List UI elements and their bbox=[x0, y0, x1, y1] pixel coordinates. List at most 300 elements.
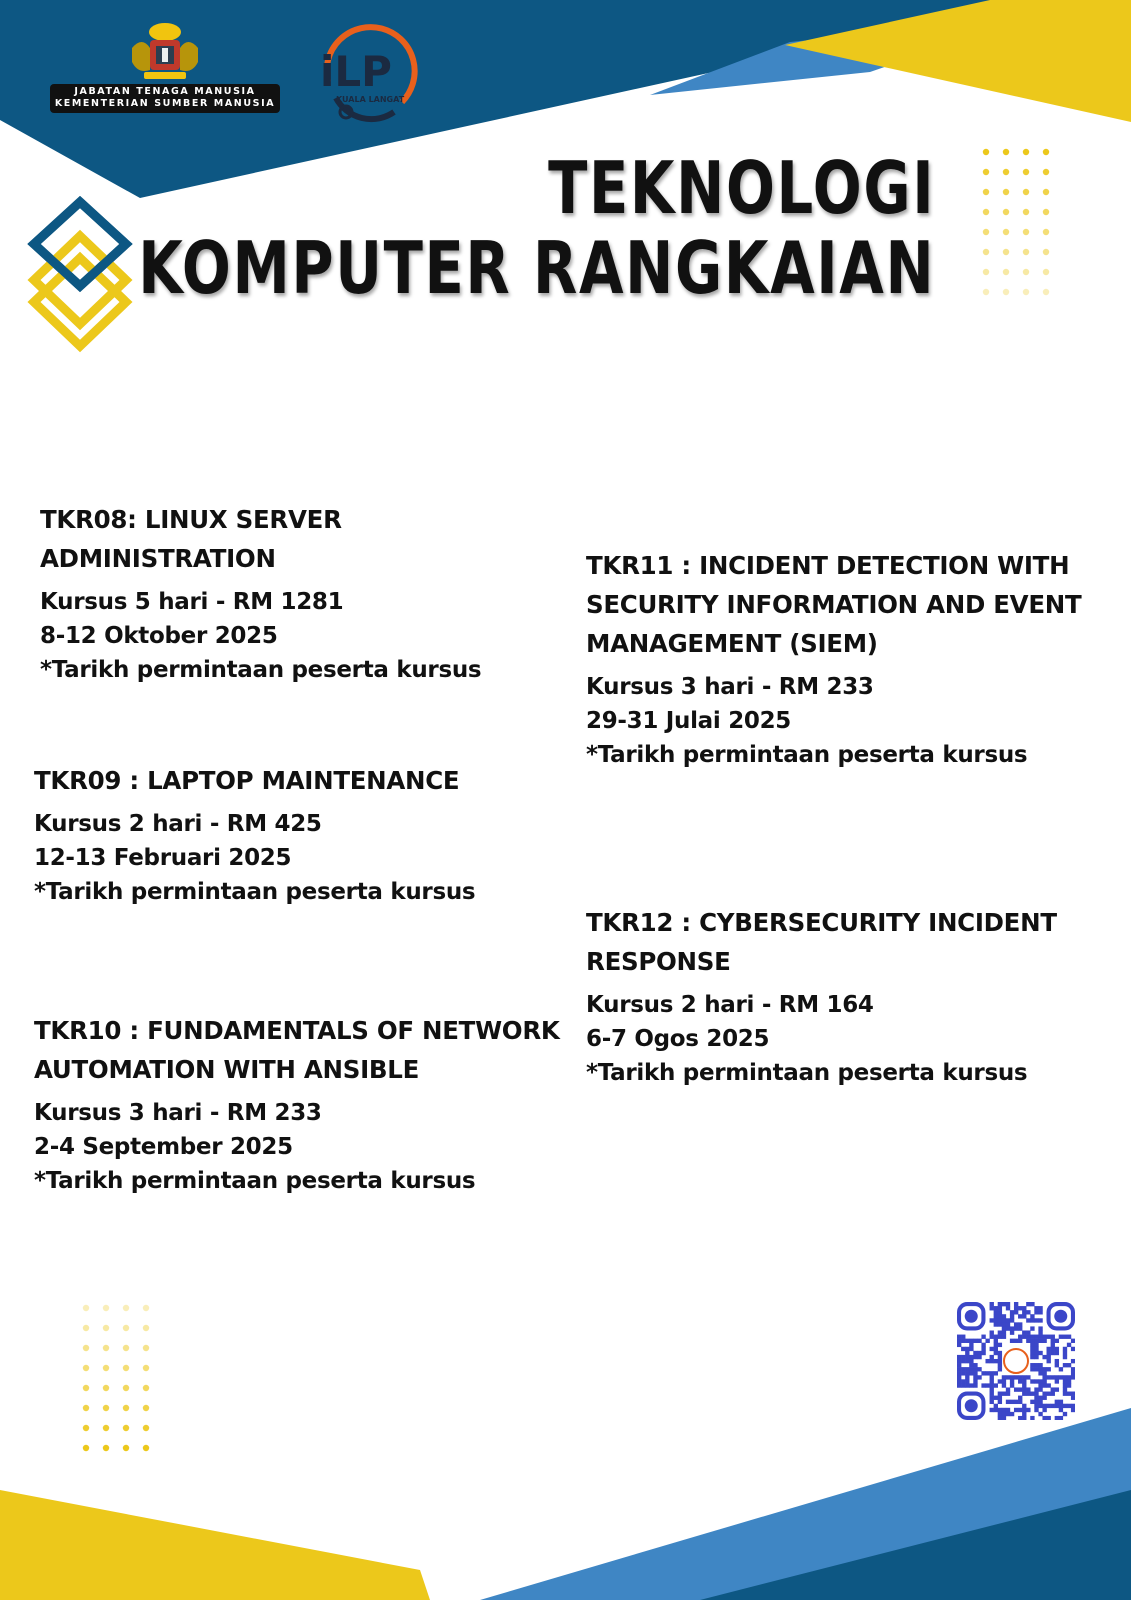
qr-module bbox=[957, 1355, 961, 1359]
qr-module bbox=[981, 1351, 985, 1355]
qr-module bbox=[969, 1339, 973, 1343]
decorative-dot bbox=[123, 1445, 129, 1451]
agency-name-label bbox=[50, 84, 280, 113]
qr-module bbox=[1034, 1392, 1038, 1396]
decorative-dot bbox=[83, 1305, 89, 1311]
decorative-dot bbox=[83, 1325, 89, 1331]
qr-module bbox=[973, 1379, 977, 1383]
qr-module bbox=[1038, 1371, 1042, 1375]
qr-module bbox=[1034, 1387, 1038, 1391]
decorative-dot bbox=[143, 1425, 149, 1431]
qr-module bbox=[1038, 1400, 1042, 1404]
decorative-dot bbox=[983, 289, 989, 295]
decorative-dot bbox=[143, 1405, 149, 1411]
qr-module bbox=[1018, 1326, 1022, 1330]
course-title-line: TKR12 : CYBERSECURITY INCIDENT bbox=[586, 908, 1057, 937]
qr-module bbox=[1034, 1363, 1038, 1367]
qr-module bbox=[1034, 1335, 1038, 1339]
qr-module bbox=[1034, 1306, 1038, 1310]
qr-finder-center bbox=[965, 1399, 978, 1412]
decorative-dot bbox=[1023, 269, 1029, 275]
qr-module bbox=[1038, 1367, 1042, 1371]
qr-module bbox=[1002, 1408, 1006, 1412]
qr-module bbox=[1038, 1404, 1042, 1408]
qr-module bbox=[973, 1351, 977, 1355]
qr-module bbox=[1022, 1416, 1026, 1420]
decorative-dot bbox=[983, 249, 989, 255]
course-tkr09 bbox=[34, 761, 475, 909]
course-details bbox=[40, 585, 481, 687]
decorative-dot bbox=[1043, 249, 1049, 255]
qr-module bbox=[1055, 1416, 1059, 1420]
qr-module bbox=[1055, 1351, 1059, 1355]
qr-module bbox=[1047, 1367, 1051, 1371]
decorative-dot bbox=[1043, 289, 1049, 295]
decorative-dot bbox=[1003, 209, 1009, 215]
qr-module bbox=[990, 1379, 994, 1383]
qr-module bbox=[985, 1383, 989, 1387]
qr-module bbox=[1047, 1359, 1051, 1363]
qr-module bbox=[994, 1322, 998, 1326]
qr-code[interactable] bbox=[957, 1302, 1075, 1420]
course-title bbox=[34, 1011, 560, 1089]
qr-module bbox=[961, 1367, 965, 1371]
qr-module bbox=[1026, 1318, 1030, 1322]
qr-module bbox=[998, 1367, 1002, 1371]
qr-module bbox=[994, 1383, 998, 1387]
course-title bbox=[586, 903, 1057, 981]
qr-module bbox=[961, 1339, 965, 1343]
qr-module bbox=[977, 1339, 981, 1343]
qr-module bbox=[990, 1306, 994, 1310]
course-tkr08 bbox=[40, 500, 481, 687]
qr-module bbox=[1014, 1400, 1018, 1404]
qr-module bbox=[1002, 1412, 1006, 1416]
qr-module bbox=[1034, 1379, 1038, 1383]
qr-module bbox=[994, 1371, 998, 1375]
decorative-dot bbox=[1003, 269, 1009, 275]
qr-module bbox=[998, 1314, 1002, 1318]
course-title-line: AUTOMATION WITH ANSIBLE bbox=[34, 1055, 420, 1084]
qr-module bbox=[998, 1318, 1002, 1322]
qr-module bbox=[1006, 1375, 1010, 1379]
qr-module bbox=[994, 1310, 998, 1314]
decorative-dot bbox=[123, 1345, 129, 1351]
qr-module bbox=[1071, 1339, 1075, 1343]
qr-module bbox=[1022, 1379, 1026, 1383]
course-title-line: TKR09 : LAPTOP MAINTENANCE bbox=[34, 766, 460, 795]
decorative-dot bbox=[983, 229, 989, 235]
qr-module bbox=[1067, 1379, 1071, 1383]
agency-line-2: KEMENTERIAN SUMBER MANUSIA bbox=[54, 98, 276, 109]
decorative-dot bbox=[1023, 209, 1029, 215]
course-tkr11 bbox=[586, 546, 1081, 772]
qr-module bbox=[1030, 1355, 1034, 1359]
decorative-dot bbox=[1023, 289, 1029, 295]
qr-module bbox=[1063, 1379, 1067, 1383]
qr-module bbox=[1042, 1396, 1046, 1400]
course-details bbox=[586, 670, 1081, 772]
qr-module bbox=[1067, 1392, 1071, 1396]
qr-module bbox=[1059, 1375, 1063, 1379]
qr-module bbox=[1051, 1387, 1055, 1391]
qr-module bbox=[1047, 1404, 1051, 1408]
qr-module bbox=[1063, 1387, 1067, 1391]
malaysia-crest-icon bbox=[122, 18, 208, 88]
qr-module bbox=[1022, 1314, 1026, 1318]
qr-module bbox=[1018, 1314, 1022, 1318]
dot-grid-top bbox=[980, 146, 1050, 298]
qr-module bbox=[957, 1367, 961, 1371]
qr-module bbox=[1022, 1330, 1026, 1334]
decorative-dot bbox=[143, 1305, 149, 1311]
qr-module bbox=[957, 1363, 961, 1367]
qr-module bbox=[1034, 1396, 1038, 1400]
qr-module bbox=[990, 1355, 994, 1359]
qr-module bbox=[1071, 1359, 1075, 1363]
qr-module bbox=[1022, 1404, 1026, 1408]
logo-letters: iLP bbox=[320, 47, 392, 96]
qr-module bbox=[1010, 1310, 1014, 1314]
qr-module bbox=[1006, 1318, 1010, 1322]
qr-module bbox=[965, 1347, 969, 1351]
qr-module bbox=[973, 1383, 977, 1387]
qr-module bbox=[1030, 1326, 1034, 1330]
qr-module bbox=[981, 1371, 985, 1375]
qr-module bbox=[973, 1367, 977, 1371]
decorative-dot bbox=[1003, 289, 1009, 295]
qr-module bbox=[1010, 1400, 1014, 1404]
qr-module bbox=[1038, 1387, 1042, 1391]
course-duration-price: Kursus 2 hari - RM 164 bbox=[586, 992, 874, 1018]
qr-module bbox=[1002, 1326, 1006, 1330]
qr-module bbox=[1067, 1404, 1071, 1408]
qr-module bbox=[973, 1375, 977, 1379]
decorative-dot bbox=[1043, 229, 1049, 235]
qr-module bbox=[1014, 1326, 1018, 1330]
title-line-1: TEKNOLOGI bbox=[547, 146, 935, 230]
qr-module bbox=[1010, 1326, 1014, 1330]
qr-module bbox=[981, 1335, 985, 1339]
qr-module bbox=[1030, 1367, 1034, 1371]
qr-module bbox=[994, 1335, 998, 1339]
qr-module bbox=[969, 1363, 973, 1367]
qr-module bbox=[1006, 1412, 1010, 1416]
qr-module bbox=[1006, 1326, 1010, 1330]
course-note: *Tarikh permintaan peserta kursus bbox=[40, 657, 482, 683]
qr-module bbox=[1042, 1416, 1046, 1420]
qr-module bbox=[977, 1367, 981, 1371]
decorative-dot bbox=[103, 1445, 109, 1451]
qr-module bbox=[998, 1330, 1002, 1334]
qr-module bbox=[957, 1343, 961, 1347]
decorative-dot bbox=[103, 1385, 109, 1391]
qr-module bbox=[1002, 1392, 1006, 1396]
qr-module bbox=[1042, 1371, 1046, 1375]
qr-module bbox=[1063, 1392, 1067, 1396]
decorative-dot bbox=[983, 169, 989, 175]
qr-module bbox=[990, 1387, 994, 1391]
qr-module bbox=[1018, 1416, 1022, 1420]
qr-module bbox=[1010, 1383, 1014, 1387]
qr-module bbox=[1051, 1347, 1055, 1351]
course-duration-price: Kursus 2 hari - RM 425 bbox=[34, 811, 322, 837]
qr-module bbox=[1047, 1375, 1051, 1379]
course-note: *Tarikh permintaan peserta kursus bbox=[586, 742, 1028, 768]
qr-module bbox=[957, 1359, 961, 1363]
qr-module bbox=[957, 1339, 961, 1343]
course-duration-price: Kursus 5 hari - RM 1281 bbox=[40, 589, 344, 615]
qr-module bbox=[1055, 1387, 1059, 1391]
decorative-dot bbox=[1023, 169, 1029, 175]
qr-module bbox=[1063, 1404, 1067, 1408]
qr-module bbox=[1059, 1416, 1063, 1420]
qr-module bbox=[1026, 1392, 1030, 1396]
course-duration-price: Kursus 3 hari - RM 233 bbox=[34, 1100, 322, 1126]
qr-module bbox=[1063, 1347, 1067, 1351]
decorative-dot bbox=[143, 1325, 149, 1331]
course-details bbox=[34, 807, 475, 909]
qr-module bbox=[998, 1416, 1002, 1420]
course-tkr12 bbox=[586, 903, 1057, 1090]
qr-module bbox=[994, 1359, 998, 1363]
course-dates: 29-31 Julai 2025 bbox=[586, 708, 792, 734]
decorative-dot bbox=[123, 1365, 129, 1371]
qr-module bbox=[1055, 1400, 1059, 1404]
qr-module bbox=[1026, 1310, 1030, 1314]
decorative-dot bbox=[983, 189, 989, 195]
qr-module bbox=[1002, 1318, 1006, 1322]
qr-module bbox=[1010, 1339, 1014, 1343]
diamond-ornament-icon bbox=[22, 196, 138, 356]
qr-module bbox=[1063, 1363, 1067, 1367]
decorative-dot bbox=[1043, 209, 1049, 215]
qr-module bbox=[1067, 1343, 1071, 1347]
qr-module bbox=[1006, 1387, 1010, 1391]
qr-module bbox=[1006, 1322, 1010, 1326]
qr-module bbox=[969, 1355, 973, 1359]
decorative-dot bbox=[1043, 169, 1049, 175]
decorative-dot bbox=[983, 209, 989, 215]
qr-module bbox=[1059, 1335, 1063, 1339]
decorative-dot bbox=[103, 1405, 109, 1411]
qr-module bbox=[994, 1306, 998, 1310]
qr-module bbox=[1022, 1306, 1026, 1310]
agency-line-1: JABATAN TENAGA MANUSIA bbox=[74, 86, 256, 97]
qr-module bbox=[969, 1367, 973, 1371]
qr-module bbox=[1002, 1375, 1006, 1379]
qr-module bbox=[1014, 1310, 1018, 1314]
qr-module bbox=[998, 1322, 1002, 1326]
qr-module bbox=[1038, 1306, 1042, 1310]
qr-module bbox=[994, 1318, 998, 1322]
qr-module bbox=[1055, 1404, 1059, 1408]
qr-module bbox=[1030, 1318, 1034, 1322]
qr-module bbox=[998, 1392, 1002, 1396]
decorative-dot bbox=[123, 1425, 129, 1431]
qr-module bbox=[965, 1351, 969, 1355]
decorative-dot bbox=[1003, 189, 1009, 195]
qr-module bbox=[1030, 1400, 1034, 1404]
qr-module bbox=[1038, 1310, 1042, 1314]
ilp-kuala-langat-logo bbox=[306, 20, 418, 124]
qr-module bbox=[990, 1371, 994, 1375]
qr-module bbox=[1002, 1416, 1006, 1420]
qr-module bbox=[1026, 1387, 1030, 1391]
decorative-dot bbox=[83, 1365, 89, 1371]
qr-module bbox=[1018, 1400, 1022, 1404]
course-title-line: TKR11 : INCIDENT DETECTION WITH bbox=[586, 551, 1070, 580]
qr-module bbox=[1055, 1379, 1059, 1383]
qr-module bbox=[994, 1347, 998, 1351]
qr-module bbox=[1034, 1400, 1038, 1404]
qr-module bbox=[981, 1347, 985, 1351]
course-dates: 2-4 September 2025 bbox=[34, 1134, 293, 1160]
decorative-dot bbox=[1023, 149, 1029, 155]
qr-module bbox=[1059, 1404, 1063, 1408]
qr-module bbox=[1042, 1375, 1046, 1379]
course-tkr10 bbox=[34, 1011, 560, 1198]
qr-module bbox=[973, 1339, 977, 1343]
qr-module bbox=[1063, 1375, 1067, 1379]
qr-module bbox=[1063, 1355, 1067, 1359]
qr-module bbox=[1030, 1416, 1034, 1420]
qr-module bbox=[994, 1314, 998, 1318]
course-title-line: MANAGEMENT (SIEM) bbox=[586, 629, 878, 658]
qr-module bbox=[965, 1355, 969, 1359]
qr-module bbox=[1071, 1375, 1075, 1379]
course-title-line: TKR08: LINUX SERVER bbox=[40, 505, 342, 534]
qr-module bbox=[1014, 1387, 1018, 1391]
decorative-dot bbox=[83, 1405, 89, 1411]
decorative-dot bbox=[1023, 229, 1029, 235]
qr-module bbox=[1030, 1302, 1034, 1306]
qr-module bbox=[1026, 1375, 1030, 1379]
qr-module bbox=[1042, 1339, 1046, 1343]
qr-module bbox=[1071, 1408, 1075, 1412]
qr-module bbox=[1059, 1367, 1063, 1371]
course-title-line: ADMINISTRATION bbox=[40, 544, 276, 573]
qr-module bbox=[1038, 1351, 1042, 1355]
qr-module bbox=[990, 1396, 994, 1400]
qr-module bbox=[985, 1371, 989, 1375]
qr-module bbox=[1034, 1351, 1038, 1355]
qr-module bbox=[1002, 1383, 1006, 1387]
course-details bbox=[34, 1096, 560, 1198]
qr-module bbox=[1038, 1379, 1042, 1383]
qr-module bbox=[990, 1400, 994, 1404]
course-title bbox=[34, 761, 475, 800]
course-title-line: RESPONSE bbox=[586, 947, 731, 976]
course-title-line: SECURITY INFORMATION AND EVENT bbox=[586, 590, 1082, 619]
qr-module bbox=[1067, 1363, 1071, 1367]
decorative-dot bbox=[1043, 149, 1049, 155]
qr-module bbox=[1038, 1412, 1042, 1416]
qr-module bbox=[961, 1347, 965, 1351]
qr-module bbox=[1018, 1396, 1022, 1400]
qr-module bbox=[990, 1375, 994, 1379]
qr-module bbox=[1030, 1314, 1034, 1318]
qr-module bbox=[1047, 1351, 1051, 1355]
qr-module bbox=[1030, 1392, 1034, 1396]
qr-module bbox=[1047, 1335, 1051, 1339]
qr-module bbox=[1014, 1375, 1018, 1379]
qr-module bbox=[994, 1343, 998, 1347]
decorative-dot bbox=[103, 1425, 109, 1431]
course-note: *Tarikh permintaan peserta kursus bbox=[34, 1168, 476, 1194]
qr-module bbox=[1034, 1310, 1038, 1314]
qr-module bbox=[1018, 1379, 1022, 1383]
qr-module bbox=[965, 1359, 969, 1363]
qr-module bbox=[1038, 1326, 1042, 1330]
decorative-dot bbox=[1023, 249, 1029, 255]
decorative-dot bbox=[103, 1305, 109, 1311]
qr-module bbox=[965, 1379, 969, 1383]
qr-module bbox=[961, 1383, 965, 1387]
qr-module bbox=[1038, 1363, 1042, 1367]
qr-module bbox=[998, 1306, 1002, 1310]
qr-module bbox=[998, 1310, 1002, 1314]
qr-module bbox=[998, 1351, 1002, 1355]
qr-module bbox=[1018, 1322, 1022, 1326]
qr-module bbox=[1042, 1367, 1046, 1371]
qr-module bbox=[1010, 1314, 1014, 1318]
qr-module bbox=[990, 1335, 994, 1339]
qr-module bbox=[1014, 1306, 1018, 1310]
qr-module bbox=[1067, 1335, 1071, 1339]
decorative-dot bbox=[123, 1325, 129, 1331]
course-title bbox=[586, 546, 1081, 663]
qr-module bbox=[1071, 1371, 1075, 1375]
decorative-dot bbox=[103, 1345, 109, 1351]
decorative-dot bbox=[143, 1345, 149, 1351]
decorative-dot bbox=[83, 1345, 89, 1351]
qr-module bbox=[1047, 1383, 1051, 1387]
qr-module bbox=[1042, 1379, 1046, 1383]
qr-module bbox=[990, 1318, 994, 1322]
qr-module bbox=[1010, 1330, 1014, 1334]
qr-module bbox=[1006, 1408, 1010, 1412]
qr-module bbox=[998, 1343, 1002, 1347]
qr-module bbox=[998, 1408, 1002, 1412]
qr-module bbox=[998, 1302, 1002, 1306]
qr-module bbox=[1071, 1367, 1075, 1371]
qr-module bbox=[1006, 1306, 1010, 1310]
qr-module bbox=[1059, 1408, 1063, 1412]
qr-module bbox=[1018, 1387, 1022, 1391]
qr-module bbox=[990, 1359, 994, 1363]
qr-module bbox=[1059, 1400, 1063, 1404]
qr-module bbox=[973, 1355, 977, 1359]
qr-module bbox=[1018, 1335, 1022, 1339]
dot-grid-bottom bbox=[80, 1302, 150, 1454]
qr-finder-center bbox=[1054, 1310, 1067, 1323]
qr-module bbox=[998, 1412, 1002, 1416]
qr-module bbox=[977, 1351, 981, 1355]
qr-module bbox=[1047, 1416, 1051, 1420]
qr-module bbox=[1071, 1404, 1075, 1408]
qr-module bbox=[985, 1339, 989, 1343]
qr-module bbox=[1034, 1408, 1038, 1412]
qr-module bbox=[1055, 1359, 1059, 1363]
qr-module bbox=[1051, 1343, 1055, 1347]
qr-module bbox=[1034, 1343, 1038, 1347]
qr-module bbox=[981, 1343, 985, 1347]
qr-module bbox=[1067, 1375, 1071, 1379]
qr-module bbox=[1047, 1355, 1051, 1359]
qr-module bbox=[957, 1371, 961, 1375]
qr-module bbox=[1010, 1379, 1014, 1383]
